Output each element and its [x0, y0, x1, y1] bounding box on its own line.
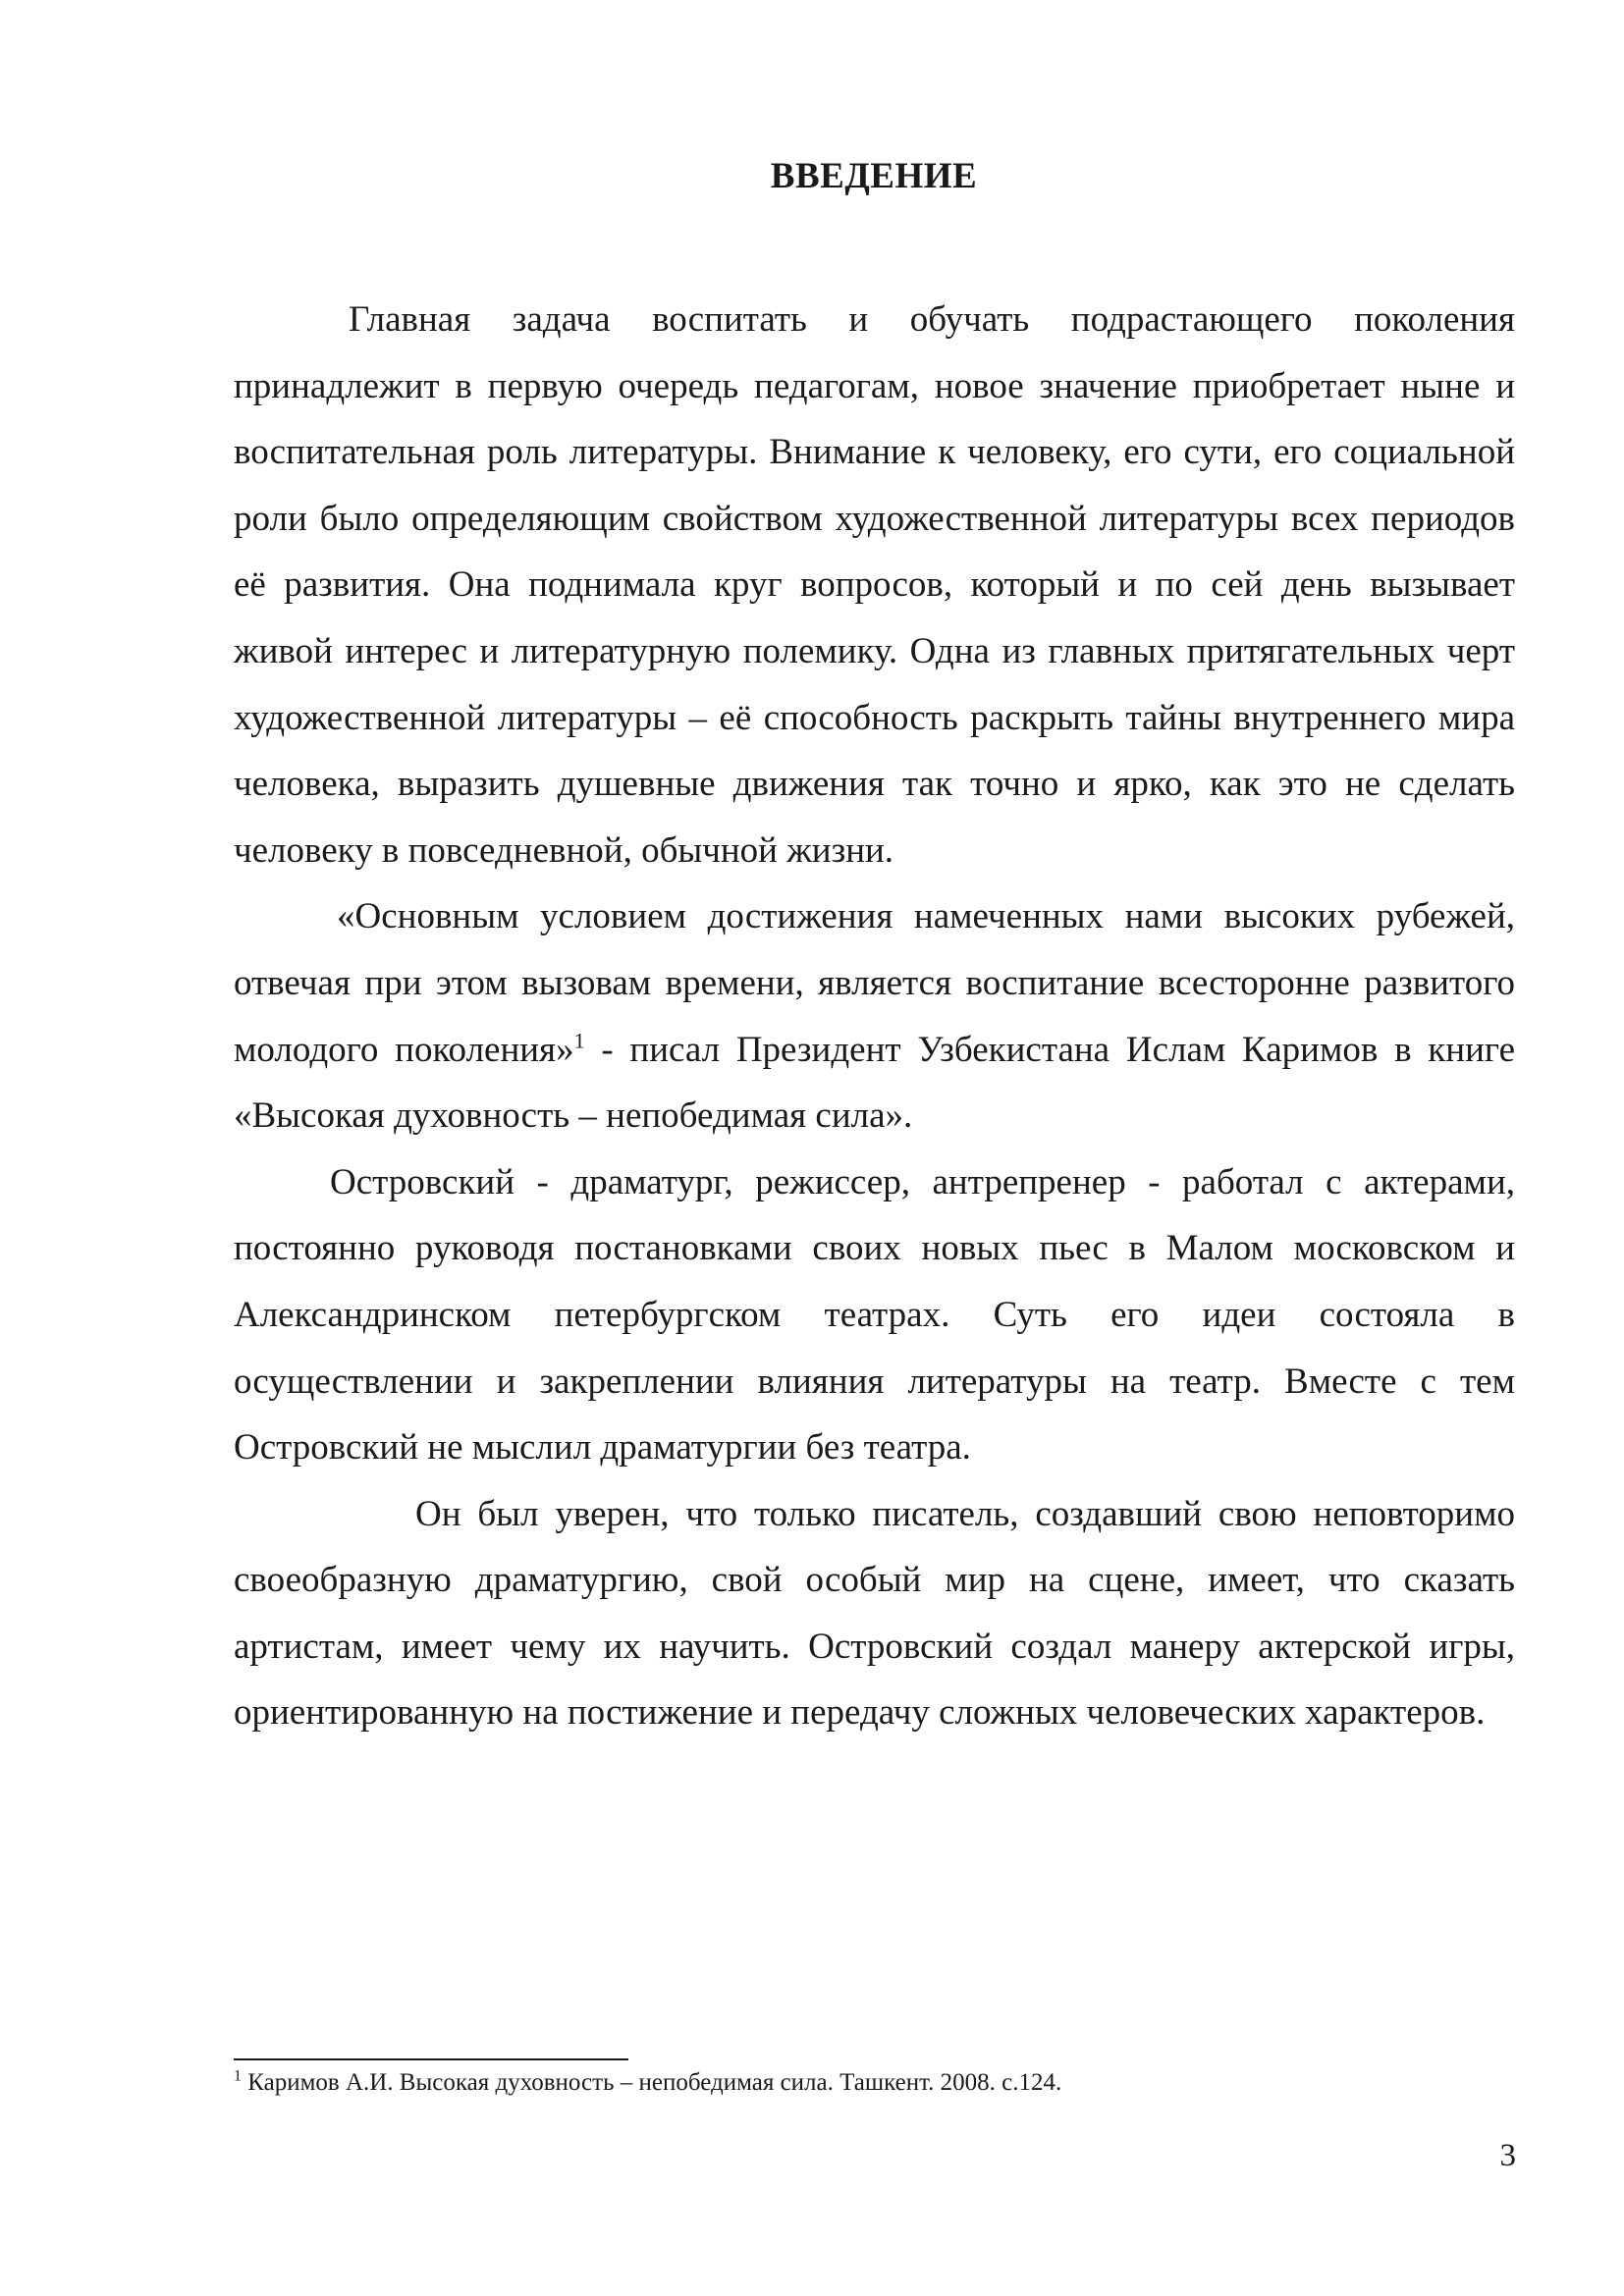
paragraph-ostrovsky: Островский - драматург, режиссер, антрепренер - работал с актерами, постоянно руководя постановками своих новых пьес в Малом московском и Александринском петербургском театрах. Суть его идеи состояла в осуществлении и закреплении влияния литературы на театр. Вместе с тем Островский не мыслил драматургии без театра. [234, 1161, 1515, 1468]
footnote [234, 2069, 1061, 2097]
quote-attribution: - писал Президент Узбекистана Ислам Каримов в книге «Высокая духовность – непобедимая сила». [234, 1029, 1515, 1137]
body-text [234, 287, 1515, 1746]
page-number: 3 [1499, 2138, 1516, 2173]
footnote-separator [234, 2058, 628, 2060]
section-title: ВВЕДЕНИЕ [770, 156, 978, 196]
footnote-text: Каримов А.И. Высокая духовность – непобедимая сила. Ташкент. 2008. с.124. [242, 2069, 1062, 2096]
footnote-reference[interactable]: 1 [573, 1028, 585, 1053]
paragraph-quote [234, 883, 1515, 1148]
paragraph-conviction: Он был уверен, что только писатель, создавший свою неповторимо своеобразную драматургию, свой особый мир на сцене, имеет, что сказать артистам, имеет чему их научить. Островский создал манеру актерской игры, ориентированную на постижение и передачу сложных человеческих характеров. [234, 1493, 1515, 1734]
paragraph-intro: Главная задача воспитать и обучать подрастающего поколения принадлежит в первую очередь педагогам, новое значение приобретает ныне и воспитательная роль литературы. Внимание к человеку, его сути, его социальной роли было определяющим свойством художественной литературы всех периодов её развития. Она поднимала круг вопросов, который и по сей день вызывает живой интерес и литературную полемику. Одна из главных притягательных черт художественной литературы – её способность раскрыть тайны внутреннего мира человека, выразить душевные движения так точно и ярко, как это не сделать человеку в повседневной, обычной жизни. [234, 299, 1515, 871]
quote-text: «Основным условием достижения намеченных нами высоких рубежей, отвечая при этом вызовам времени, является воспитание всесторонне развитого молодого поколения» [234, 896, 1515, 1070]
footnote-mark: 1 [234, 2067, 242, 2085]
